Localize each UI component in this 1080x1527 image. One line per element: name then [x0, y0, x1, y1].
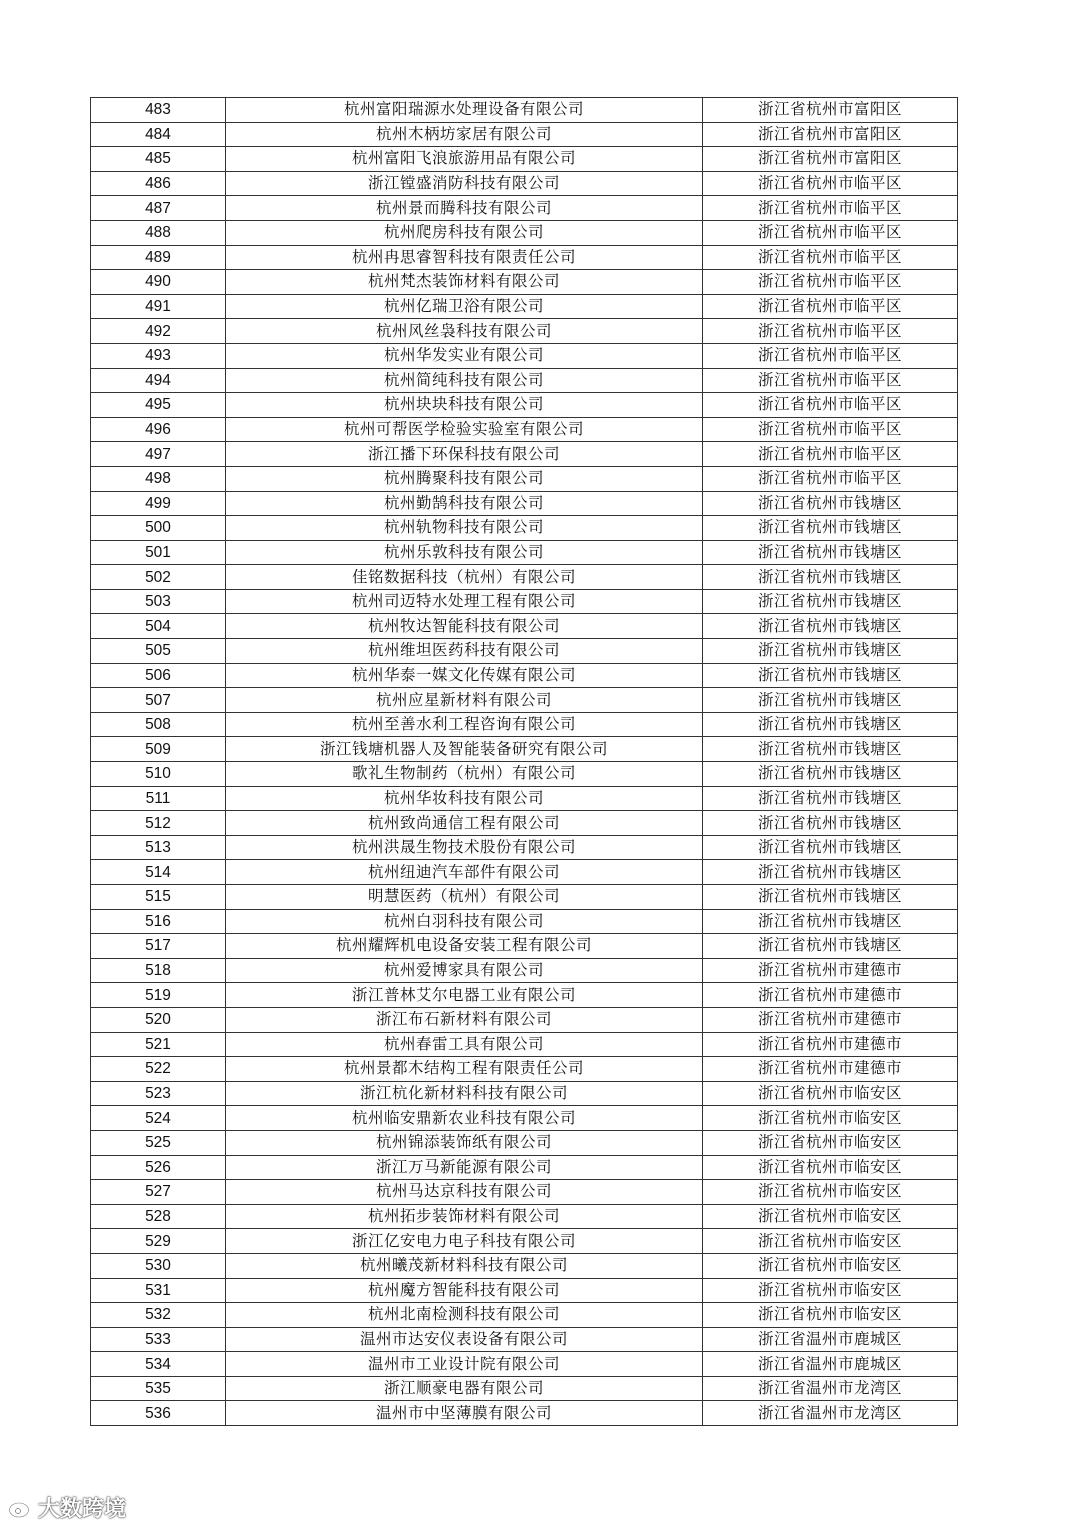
row-number: 518: [91, 958, 226, 983]
row-number: 486: [91, 171, 226, 196]
row-number: 535: [91, 1376, 226, 1401]
table-row: [91, 958, 958, 983]
table-row: [91, 393, 958, 418]
table-row: [91, 540, 958, 565]
company-name: 杭州马达京科技有限公司: [226, 1180, 703, 1205]
row-number: 504: [91, 614, 226, 639]
table-row: [91, 1130, 958, 1155]
company-name: 杭州简纯科技有限公司: [226, 368, 703, 393]
region: 浙江省杭州市钱塘区: [703, 860, 958, 885]
company-name: 杭州应星新材料有限公司: [226, 688, 703, 713]
row-number: 494: [91, 368, 226, 393]
region: 浙江省杭州市钱塘区: [703, 614, 958, 639]
table-row: [91, 737, 958, 762]
table-row: [91, 122, 958, 147]
company-name: 杭州富阳瑞源水处理设备有限公司: [226, 98, 703, 123]
table-row: [91, 688, 958, 713]
region: 浙江省杭州市临平区: [703, 245, 958, 270]
region: 浙江省杭州市钱塘区: [703, 565, 958, 590]
company-name: 杭州曦茂新材料科技有限公司: [226, 1253, 703, 1278]
region: 浙江省杭州市钱塘区: [703, 663, 958, 688]
company-name: 杭州轨物科技有限公司: [226, 516, 703, 541]
region: 浙江省杭州市临平区: [703, 171, 958, 196]
table-row: [91, 319, 958, 344]
company-name: 浙江顺豪电器有限公司: [226, 1376, 703, 1401]
row-number: 495: [91, 393, 226, 418]
company-name: 杭州华发实业有限公司: [226, 343, 703, 368]
table-row: [91, 1155, 958, 1180]
row-number: 525: [91, 1130, 226, 1155]
region: 浙江省杭州市钱塘区: [703, 639, 958, 664]
table-row: [91, 1376, 958, 1401]
company-name: 杭州锦添装饰纸有限公司: [226, 1130, 703, 1155]
company-name: 杭州乐敦科技有限公司: [226, 540, 703, 565]
table-row: [91, 220, 958, 245]
table-row: [91, 98, 958, 123]
region: 浙江省杭州市钱塘区: [703, 934, 958, 959]
row-number: 520: [91, 1007, 226, 1032]
table-row: [91, 343, 958, 368]
region: 浙江省杭州市钱塘区: [703, 811, 958, 836]
company-name: 杭州维坦医药科技有限公司: [226, 639, 703, 664]
region: 浙江省杭州市临平区: [703, 196, 958, 221]
row-number: 511: [91, 786, 226, 811]
company-name: 杭州至善水利工程咨询有限公司: [226, 712, 703, 737]
region: 浙江省杭州市建德市: [703, 1057, 958, 1082]
row-number: 501: [91, 540, 226, 565]
region: 浙江省温州市龙湾区: [703, 1401, 958, 1426]
row-number: 493: [91, 343, 226, 368]
company-name: 杭州耀辉机电设备安装工程有限公司: [226, 934, 703, 959]
company-name: 杭州景而腾科技有限公司: [226, 196, 703, 221]
table-row: [91, 1327, 958, 1352]
table-row: [91, 614, 958, 639]
region: 浙江省杭州市钱塘区: [703, 688, 958, 713]
company-name: 杭州纽迪汽车部件有限公司: [226, 860, 703, 885]
company-name: 杭州白羽科技有限公司: [226, 909, 703, 934]
row-number: 498: [91, 466, 226, 491]
row-number: 513: [91, 835, 226, 860]
row-number: 533: [91, 1327, 226, 1352]
region: 浙江省杭州市钱塘区: [703, 712, 958, 737]
region: 浙江省杭州市临安区: [703, 1204, 958, 1229]
table-row: [91, 934, 958, 959]
table-row: [91, 983, 958, 1008]
company-name: 温州市工业设计院有限公司: [226, 1352, 703, 1377]
company-name: 浙江亿安电力电子科技有限公司: [226, 1229, 703, 1254]
row-number: 519: [91, 983, 226, 1008]
region: 浙江省杭州市临平区: [703, 343, 958, 368]
region: 浙江省杭州市临平区: [703, 466, 958, 491]
row-number: 507: [91, 688, 226, 713]
region: 浙江省杭州市富阳区: [703, 122, 958, 147]
table-row: [91, 294, 958, 319]
region: 浙江省杭州市临安区: [703, 1155, 958, 1180]
region: 浙江省杭州市建德市: [703, 983, 958, 1008]
company-name: 杭州冉思睿智科技有限责任公司: [226, 245, 703, 270]
table-body: [91, 98, 958, 1426]
company-name: 浙江杭化新材料科技有限公司: [226, 1081, 703, 1106]
company-name: 佳铭数据科技（杭州）有限公司: [226, 565, 703, 590]
table-row: [91, 417, 958, 442]
company-name: 明慧医药（杭州）有限公司: [226, 885, 703, 910]
row-number: 527: [91, 1180, 226, 1205]
table-row: [91, 1229, 958, 1254]
row-number: 503: [91, 589, 226, 614]
region: 浙江省杭州市钱塘区: [703, 835, 958, 860]
table-row: [91, 835, 958, 860]
row-number: 496: [91, 417, 226, 442]
row-number: 532: [91, 1303, 226, 1328]
row-number: 499: [91, 491, 226, 516]
region: 浙江省温州市鹿城区: [703, 1327, 958, 1352]
row-number: 534: [91, 1352, 226, 1377]
region: 浙江省杭州市临安区: [703, 1081, 958, 1106]
row-number: 528: [91, 1204, 226, 1229]
region: 浙江省杭州市富阳区: [703, 98, 958, 123]
table-row: [91, 171, 958, 196]
row-number: 490: [91, 270, 226, 295]
table-row: [91, 1303, 958, 1328]
table-row: [91, 270, 958, 295]
row-number: 510: [91, 762, 226, 787]
row-number: 522: [91, 1057, 226, 1082]
region: 浙江省杭州市临安区: [703, 1106, 958, 1131]
company-name: 杭州华妆科技有限公司: [226, 786, 703, 811]
region: 浙江省杭州市钱塘区: [703, 737, 958, 762]
table-row: [91, 466, 958, 491]
table-row: [91, 811, 958, 836]
table-row: [91, 762, 958, 787]
region: 浙江省杭州市临平区: [703, 393, 958, 418]
company-name: 杭州梵杰装饰材料有限公司: [226, 270, 703, 295]
company-name: 杭州爬房科技有限公司: [226, 220, 703, 245]
company-name: 杭州勤鹄科技有限公司: [226, 491, 703, 516]
row-number: 483: [91, 98, 226, 123]
table-row: [91, 1007, 958, 1032]
table-row: [91, 663, 958, 688]
row-number: 515: [91, 885, 226, 910]
table-row: [91, 1401, 958, 1426]
row-number: 526: [91, 1155, 226, 1180]
table-row: [91, 442, 958, 467]
company-name: 杭州木柄坊家居有限公司: [226, 122, 703, 147]
table-row: [91, 196, 958, 221]
region: 浙江省杭州市临平区: [703, 294, 958, 319]
table-row: [91, 1106, 958, 1131]
watermark-text: 大数跨境: [38, 1497, 127, 1522]
row-number: 517: [91, 934, 226, 959]
company-name: 杭州景都木结构工程有限责任公司: [226, 1057, 703, 1082]
table-row: [91, 147, 958, 172]
row-number: 516: [91, 909, 226, 934]
region: 浙江省杭州市建德市: [703, 958, 958, 983]
region: 浙江省杭州市临安区: [703, 1229, 958, 1254]
table-row: [91, 712, 958, 737]
company-name: 杭州可帮医学检验实验室有限公司: [226, 417, 703, 442]
table-row: [91, 1204, 958, 1229]
company-name: 杭州洪晟生物技术股份有限公司: [226, 835, 703, 860]
row-number: 524: [91, 1106, 226, 1131]
company-name: 杭州爱博家具有限公司: [226, 958, 703, 983]
company-name: 浙江播下环保科技有限公司: [226, 442, 703, 467]
company-name: 杭州司迈特水处理工程有限公司: [226, 589, 703, 614]
region: 浙江省杭州市临平区: [703, 220, 958, 245]
row-number: 512: [91, 811, 226, 836]
region: 浙江省杭州市临安区: [703, 1253, 958, 1278]
row-number: 514: [91, 860, 226, 885]
company-name: 歌礼生物制药（杭州）有限公司: [226, 762, 703, 787]
table-row: [91, 565, 958, 590]
company-name: 杭州牧达智能科技有限公司: [226, 614, 703, 639]
company-name: 杭州魔方智能科技有限公司: [226, 1278, 703, 1303]
row-number: 500: [91, 516, 226, 541]
table-row: [91, 860, 958, 885]
region: 浙江省杭州市临平区: [703, 270, 958, 295]
company-name: 杭州腾聚科技有限公司: [226, 466, 703, 491]
row-number: 536: [91, 1401, 226, 1426]
table-row: [91, 368, 958, 393]
table-row: [91, 1081, 958, 1106]
company-name: 温州市达安仪表设备有限公司: [226, 1327, 703, 1352]
company-list-table: [90, 97, 958, 1426]
table-row: [91, 909, 958, 934]
region: 浙江省杭州市钱塘区: [703, 491, 958, 516]
company-name: 杭州亿瑞卫浴有限公司: [226, 294, 703, 319]
company-name: 温州市中坚薄膜有限公司: [226, 1401, 703, 1426]
region: 浙江省杭州市临安区: [703, 1180, 958, 1205]
table-row: [91, 245, 958, 270]
region: 浙江省杭州市临安区: [703, 1278, 958, 1303]
region: 浙江省杭州市临安区: [703, 1130, 958, 1155]
company-name: 浙江布石新材料有限公司: [226, 1007, 703, 1032]
table-row: [91, 1352, 958, 1377]
region: 浙江省杭州市建德市: [703, 1007, 958, 1032]
region: 浙江省杭州市钱塘区: [703, 589, 958, 614]
company-name: 杭州致尚通信工程有限公司: [226, 811, 703, 836]
company-name: 杭州北南检测科技有限公司: [226, 1303, 703, 1328]
row-number: 484: [91, 122, 226, 147]
company-name: 杭州富阳飞浪旅游用品有限公司: [226, 147, 703, 172]
region: 浙江省杭州市钱塘区: [703, 885, 958, 910]
row-number: 506: [91, 663, 226, 688]
region: 浙江省杭州市临平区: [703, 417, 958, 442]
row-number: 497: [91, 442, 226, 467]
row-number: 529: [91, 1229, 226, 1254]
region: 浙江省杭州市钱塘区: [703, 909, 958, 934]
region: 浙江省杭州市钱塘区: [703, 516, 958, 541]
row-number: 488: [91, 220, 226, 245]
row-number: 492: [91, 319, 226, 344]
region: 浙江省杭州市富阳区: [703, 147, 958, 172]
row-number: 509: [91, 737, 226, 762]
row-number: 521: [91, 1032, 226, 1057]
row-number: 485: [91, 147, 226, 172]
company-name: 浙江镗盛消防科技有限公司: [226, 171, 703, 196]
company-name: 浙江万马新能源有限公司: [226, 1155, 703, 1180]
region: 浙江省杭州市钱塘区: [703, 762, 958, 787]
row-number: 523: [91, 1081, 226, 1106]
region: 浙江省杭州市临平区: [703, 368, 958, 393]
region: 浙江省杭州市临平区: [703, 442, 958, 467]
region: 浙江省杭州市钱塘区: [703, 540, 958, 565]
company-name: 杭州块块科技有限公司: [226, 393, 703, 418]
table-row: [91, 491, 958, 516]
region: 浙江省温州市鹿城区: [703, 1352, 958, 1377]
watermark: [8, 1492, 126, 1523]
company-name: 杭州华泰一媒文化传媒有限公司: [226, 663, 703, 688]
row-number: 530: [91, 1253, 226, 1278]
company-name: 浙江普林艾尔电器工业有限公司: [226, 983, 703, 1008]
table-row: [91, 1278, 958, 1303]
row-number: 531: [91, 1278, 226, 1303]
row-number: 502: [91, 565, 226, 590]
company-name: 浙江钱塘机器人及智能装备研究有限公司: [226, 737, 703, 762]
table-row: [91, 885, 958, 910]
company-name: 杭州拓步装饰材料有限公司: [226, 1204, 703, 1229]
company-name: 杭州春雷工具有限公司: [226, 1032, 703, 1057]
row-number: 487: [91, 196, 226, 221]
table-row: [91, 1057, 958, 1082]
row-number: 508: [91, 712, 226, 737]
company-name: 杭州风丝袅科技有限公司: [226, 319, 703, 344]
region: 浙江省杭州市建德市: [703, 1032, 958, 1057]
region: 浙江省杭州市临平区: [703, 319, 958, 344]
table-row: [91, 589, 958, 614]
weibo-logo-icon: [8, 1497, 34, 1519]
row-number: 505: [91, 639, 226, 664]
table-row: [91, 516, 958, 541]
table-row: [91, 786, 958, 811]
table-row: [91, 639, 958, 664]
table-row: [91, 1253, 958, 1278]
region: 浙江省杭州市临安区: [703, 1303, 958, 1328]
row-number: 491: [91, 294, 226, 319]
region: 浙江省温州市龙湾区: [703, 1376, 958, 1401]
row-number: 489: [91, 245, 226, 270]
region: 浙江省杭州市钱塘区: [703, 786, 958, 811]
table-row: [91, 1180, 958, 1205]
company-name: 杭州临安鼎新农业科技有限公司: [226, 1106, 703, 1131]
table-row: [91, 1032, 958, 1057]
